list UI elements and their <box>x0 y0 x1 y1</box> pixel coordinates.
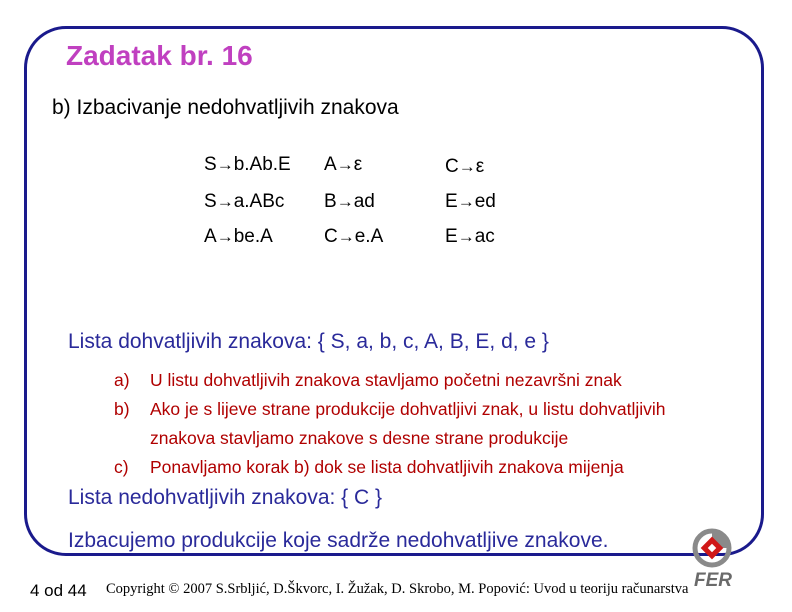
copyright-text: Copyright © 2007 S.Srbljić, D.Škvorc, I. Žužak, D. Skrobo, M. Popović: Uvod u teoriju računarstva <box>106 581 689 597</box>
step-item: znakova stavljamo znakove s desne strane produkcije <box>150 428 569 448</box>
production: E→ac <box>445 226 495 247</box>
fer-logo-icon <box>688 528 738 590</box>
production: E→ed <box>445 191 496 212</box>
production: A→ε <box>324 154 363 175</box>
reachable-list: Lista dohvatljivih znakova: { S, a, b, c, A, B, E, d, e } <box>68 330 549 353</box>
slide-title: Zadatak br. 16 <box>66 40 253 71</box>
page-number: 4 od 44 <box>30 581 87 600</box>
step-item: b) Ako je s lijeve strane produkcije dohvatljivi znak, u listu dohvatljivih <box>114 399 666 419</box>
conclusion-text: Izbacujemo produkcije koje sadrže nedohvatljive znakove. <box>68 529 609 552</box>
arrow-icon: → <box>457 227 475 246</box>
step-marker: b) <box>114 399 130 419</box>
arrow-icon: → <box>457 192 475 211</box>
production: S→a.ABc <box>204 191 285 212</box>
arrow-icon: → <box>216 227 234 246</box>
arrow-icon: → <box>458 157 476 176</box>
step-marker: c) <box>114 457 129 477</box>
arrow-icon: → <box>336 155 354 174</box>
unreachable-list: Lista nedohvatljivih znakova: { C } <box>68 486 383 509</box>
arrow-icon: → <box>216 192 234 211</box>
arrow-icon: → <box>336 192 354 211</box>
production: C→ε <box>445 156 485 177</box>
step-item: a) U listu dohvatljivih znakova stavljamo početni nezavršni znak <box>114 370 622 390</box>
logo-text: FER <box>694 570 732 590</box>
production: C→e.A <box>324 226 384 247</box>
arrow-icon: → <box>216 155 234 174</box>
slide-subtitle: b) Izbacivanje nedohvatljivih znakova <box>52 96 399 119</box>
step-item: c) Ponavljamo korak b) dok se lista dohvatljivih znakova mijenja <box>114 457 624 477</box>
production: A→be.A <box>204 226 273 247</box>
production: B→ad <box>324 191 375 212</box>
arrow-icon: → <box>337 227 355 246</box>
step-marker: a) <box>114 370 130 390</box>
production: S→b.Ab.E <box>204 154 291 175</box>
